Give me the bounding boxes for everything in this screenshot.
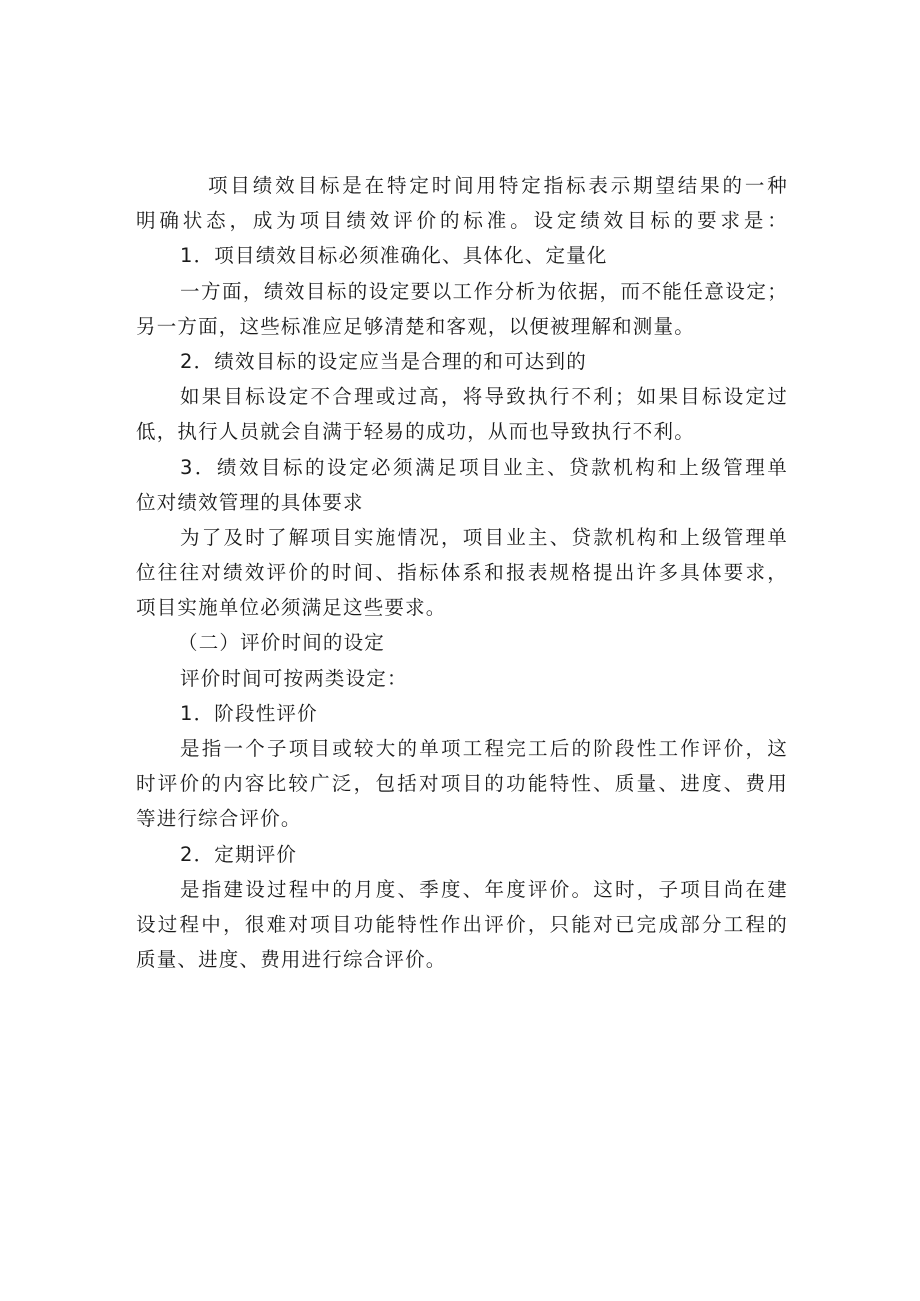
list-heading: 2．绩效目标的设定应当是合理的和可达到的 bbox=[180, 349, 587, 373]
paragraph-line: 设过程中，很难对项目功能特性作出评价，只能对已完成部分工程的 bbox=[136, 912, 788, 936]
paragraph-line: 项目绩效目标是在特定时间用特定指标表示期望结果的一种 bbox=[208, 174, 788, 197]
list-heading: 1．项目绩效目标必须准确化、具体化、定量化 bbox=[180, 244, 608, 268]
list-heading: 位对绩效管理的具体要求 bbox=[136, 490, 364, 514]
paragraph-line: 另一方面，这些标准应足够清楚和客观，以便被理解和测量。 bbox=[136, 314, 695, 338]
list-heading: 3．绩效目标的设定必须满足项目业主、贷款机构和上级管理单 bbox=[180, 455, 788, 479]
list-heading: 1．阶段性评价 bbox=[180, 701, 318, 725]
document-body bbox=[136, 168, 788, 977]
paragraph-line: 位往往对绩效评价的时间、指标体系和报表规格提出许多具体要求， bbox=[136, 561, 788, 585]
paragraph-line: 评价时间可按两类设定： bbox=[180, 666, 408, 690]
paragraph-line: 质量、进度、费用进行综合评价。 bbox=[136, 948, 447, 972]
paragraph-line: 等进行综合评价。 bbox=[136, 807, 302, 831]
paragraph-line: 项目实施单位必须满足这些要求。 bbox=[136, 596, 447, 620]
paragraph-line: 如果目标设定不合理或过高，将导致执行不利；如果目标设定过 bbox=[180, 385, 788, 409]
paragraph-line: 时评价的内容比较广泛，包括对项目的功能特性、质量、进度、费用 bbox=[136, 772, 788, 796]
section-heading: （二）评价时间的设定 bbox=[178, 631, 386, 655]
paragraph-line: 为了及时了解项目实施情况，项目业主、贷款机构和上级管理单 bbox=[180, 525, 788, 549]
paragraph-line: 是指建设过程中的月度、季度、年度评价。这时，子项目尚在建 bbox=[180, 877, 788, 901]
paragraph-line: 低，执行人员就会自满于轻易的成功，从而也导致执行不利。 bbox=[136, 420, 695, 444]
list-heading: 2．定期评价 bbox=[180, 842, 298, 866]
paragraph-line: 是指一个子项目或较大的单项工程完工后的阶段性工作评价，这 bbox=[180, 737, 788, 760]
paragraph-line: 一方面，绩效目标的设定要以工作分析为依据，而不能任意设定； bbox=[180, 279, 788, 303]
paragraph-line: 明确状态，成为项目绩效评价的标准。设定绩效目标的要求是： bbox=[136, 209, 788, 233]
